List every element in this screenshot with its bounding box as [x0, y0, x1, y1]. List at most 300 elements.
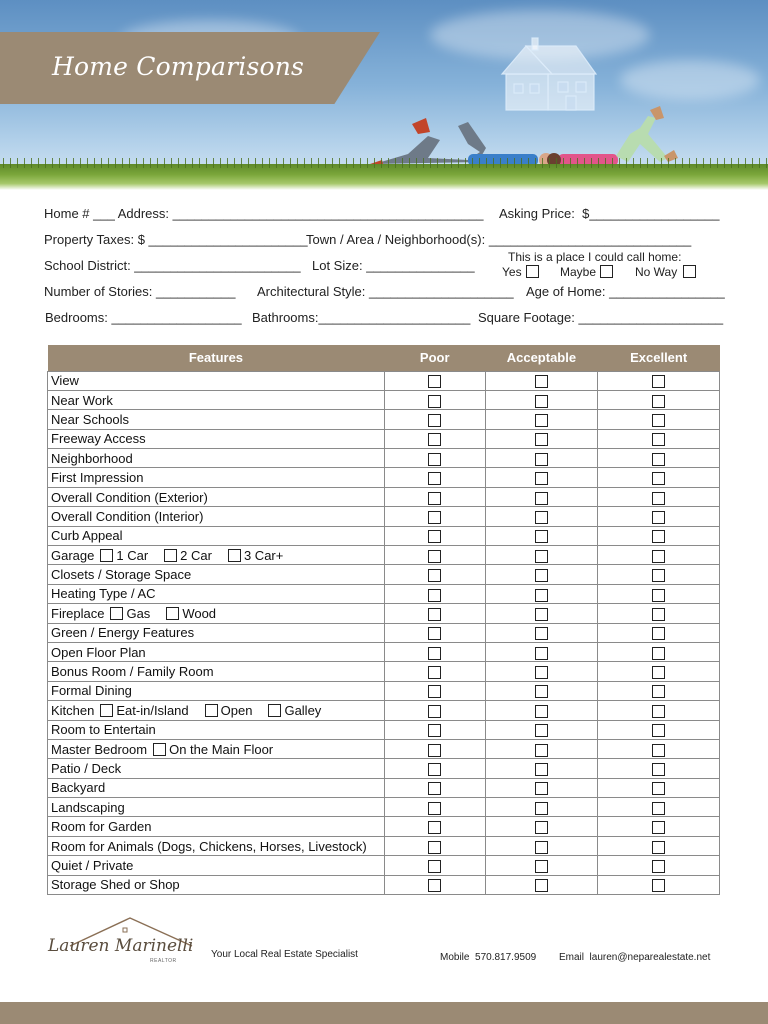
poor-cell [384, 623, 485, 642]
feature-label: View [51, 373, 79, 389]
table-row [48, 390, 720, 409]
poor-cell [384, 507, 485, 526]
excellent-cell [598, 759, 720, 778]
excellent-checkbox[interactable] [652, 395, 665, 408]
poor-cell [384, 565, 485, 584]
poor-checkbox[interactable] [428, 608, 441, 621]
realtor-logo [46, 912, 196, 972]
table-row [48, 739, 720, 758]
poor-checkbox[interactable] [428, 589, 441, 602]
option-label: Eat-in/Island [116, 702, 189, 718]
poor-cell [384, 681, 485, 700]
table-row [48, 565, 720, 584]
school-district-field[interactable]: School District: _______________________ [44, 258, 301, 273]
excellent-cell [598, 487, 720, 506]
feature-label: First Impression [51, 470, 144, 486]
table-row [48, 371, 720, 390]
excellent-checkbox[interactable] [652, 569, 665, 582]
table-row [48, 468, 720, 487]
acceptable-checkbox[interactable] [535, 550, 548, 563]
feature-label: Fireplace [51, 605, 105, 621]
option-checkbox[interactable] [205, 704, 218, 717]
feature-label: Freeway Access [51, 431, 146, 447]
acceptable-checkbox[interactable] [535, 492, 548, 505]
poor-cell [384, 526, 485, 545]
property-taxes-field[interactable]: Property Taxes: $ ______________________ [44, 232, 308, 247]
table-row [48, 487, 720, 506]
acceptable-cell [485, 681, 598, 700]
excellent-cell [598, 856, 720, 875]
acceptable-cell [485, 526, 598, 545]
option-label: Gas [126, 605, 151, 621]
feature-cell [48, 371, 385, 390]
feature-cell [48, 507, 385, 526]
poor-checkbox[interactable] [428, 472, 441, 485]
excellent-checkbox[interactable] [652, 724, 665, 737]
feature-option [110, 606, 160, 621]
acceptable-checkbox[interactable] [535, 782, 548, 795]
acceptable-checkbox[interactable] [535, 744, 548, 757]
table-row [48, 662, 720, 681]
property-info-section [44, 204, 734, 334]
excellent-checkbox[interactable] [652, 589, 665, 602]
excellent-checkbox[interactable] [652, 666, 665, 679]
poor-cell [384, 584, 485, 603]
acceptable-checkbox[interactable] [535, 821, 548, 834]
feature-label: Quiet / Private [51, 857, 134, 873]
feature-cell [48, 681, 385, 700]
excellent-checkbox[interactable] [652, 550, 665, 563]
excellent-checkbox[interactable] [652, 530, 665, 543]
feature-label: Room for Garden [51, 819, 152, 835]
acceptable-checkbox[interactable] [535, 530, 548, 543]
excellent-cell [598, 778, 720, 797]
feature-label: Curb Appeal [51, 528, 123, 544]
poor-cell [384, 778, 485, 797]
acceptable-checkbox[interactable] [535, 685, 548, 698]
feature-cell [48, 817, 385, 836]
feature-cell [48, 642, 385, 661]
poor-checkbox[interactable] [428, 647, 441, 660]
acceptable-cell [485, 662, 598, 681]
feature-label: Room to Entertain [51, 722, 156, 738]
header-banner [0, 0, 768, 190]
lot-size-field[interactable]: Lot Size: _______________ [312, 258, 475, 273]
town-area-field[interactable]: Town / Area / Neighborhood(s): ____________________________ [306, 232, 692, 247]
feature-cell [48, 778, 385, 797]
acceptable-checkbox[interactable] [535, 395, 548, 408]
poor-checkbox[interactable] [428, 782, 441, 795]
feature-cell [48, 449, 385, 468]
excellent-cell [598, 584, 720, 603]
table-row [48, 720, 720, 739]
no-way-checkbox[interactable] [683, 265, 696, 278]
excellent-checkbox[interactable] [652, 492, 665, 505]
poor-checkbox[interactable] [428, 685, 441, 698]
table-row [48, 526, 720, 545]
acceptable-checkbox[interactable] [535, 802, 548, 815]
excellent-checkbox[interactable] [652, 782, 665, 795]
excellent-cell [598, 798, 720, 817]
option-checkbox[interactable] [166, 607, 179, 620]
acceptable-checkbox[interactable] [535, 569, 548, 582]
table-row [48, 449, 720, 468]
feature-option [153, 742, 283, 757]
poor-checkbox[interactable] [428, 530, 441, 543]
bottom-bar [0, 1002, 768, 1024]
acceptable-checkbox[interactable] [535, 511, 548, 524]
excellent-cell [598, 449, 720, 468]
home-address-field[interactable]: Home # ___ Address: ___________________________________________ [44, 206, 484, 221]
feature-label: Backyard [51, 780, 106, 796]
feature-label: Green / Energy Features [51, 625, 195, 641]
feature-label: Patio / Deck [51, 761, 122, 776]
poor-checkbox[interactable] [428, 453, 441, 466]
acceptable-cell [485, 507, 598, 526]
excellent-checkbox[interactable] [652, 705, 665, 718]
acceptable-cell [485, 778, 598, 797]
excellent-checkbox[interactable] [652, 802, 665, 815]
acceptable-checkbox[interactable] [535, 433, 548, 446]
table-row [48, 507, 720, 526]
feature-label: Kitchen [51, 702, 95, 718]
poor-cell [384, 759, 485, 778]
feature-option [100, 703, 198, 718]
page-title: Home Comparisons [52, 52, 305, 81]
poor-cell [384, 449, 485, 468]
feature-label: Overall Condition (Interior) [51, 508, 204, 524]
table-row [48, 546, 720, 565]
feature-option [100, 548, 158, 563]
feature-cell [48, 487, 385, 506]
option-label: 1 Car [116, 547, 149, 563]
table-row [48, 836, 720, 855]
acceptable-checkbox[interactable] [535, 705, 548, 718]
acceptable-cell [485, 817, 598, 836]
feature-cell [48, 875, 385, 894]
feature-option [166, 606, 226, 621]
acceptable-checkbox[interactable] [535, 860, 548, 873]
excellent-checkbox[interactable] [652, 453, 665, 466]
acceptable-cell [485, 720, 598, 739]
cloud [620, 60, 760, 100]
acceptable-cell [485, 410, 598, 429]
acceptable-cell [485, 604, 598, 623]
option-label: Galley [284, 702, 322, 718]
feature-label: Storage Shed or Shop [51, 877, 180, 893]
feature-cell [48, 526, 385, 545]
excellent-cell [598, 701, 720, 720]
feature-label: Closets / Storage Space [51, 567, 192, 583]
architectural-style-field[interactable]: Architectural Style: ____________________ [257, 284, 514, 299]
poor-checkbox[interactable] [428, 395, 441, 408]
acceptable-checkbox[interactable] [535, 472, 548, 485]
poor-cell [384, 856, 485, 875]
poor-cell [384, 798, 485, 817]
acceptable-header: Acceptable [485, 345, 598, 371]
age-of-home-field[interactable]: Age of Home: ________________ [526, 284, 725, 299]
table-row [48, 623, 720, 642]
poor-cell [384, 604, 485, 623]
poor-checkbox[interactable] [428, 821, 441, 834]
excellent-cell [598, 507, 720, 526]
excellent-checkbox[interactable] [652, 879, 665, 892]
poor-cell [384, 642, 485, 661]
excellent-cell [598, 875, 720, 894]
excellent-checkbox[interactable] [652, 414, 665, 427]
poor-cell [384, 662, 485, 681]
table-row [48, 798, 720, 817]
poor-cell [384, 371, 485, 390]
excellent-cell [598, 410, 720, 429]
feature-cell [48, 429, 385, 448]
feature-cell [48, 836, 385, 855]
acceptable-checkbox[interactable] [535, 841, 548, 854]
logo-realtor-mark: REALTOR [150, 958, 177, 964]
acceptable-checkbox[interactable] [535, 879, 548, 892]
acceptable-cell [485, 429, 598, 448]
poor-cell [384, 487, 485, 506]
option-label: Open [220, 702, 253, 718]
excellent-checkbox[interactable] [652, 375, 665, 388]
feature-label: Landscaping [51, 799, 125, 815]
acceptable-checkbox[interactable] [535, 627, 548, 640]
acceptable-cell [485, 468, 598, 487]
table-row [48, 817, 720, 836]
option-label: Wood [182, 605, 217, 621]
acceptable-checkbox[interactable] [535, 608, 548, 621]
feature-cell [48, 390, 385, 409]
table-row [48, 681, 720, 700]
bathrooms-field[interactable]: Bathrooms:_____________________ [252, 310, 471, 325]
excellent-cell [598, 526, 720, 545]
acceptable-checkbox[interactable] [535, 763, 548, 776]
acceptable-cell [485, 798, 598, 817]
poor-checkbox[interactable] [428, 666, 441, 679]
poor-checkbox[interactable] [428, 433, 441, 446]
excellent-cell [598, 739, 720, 758]
feature-cell [48, 759, 385, 778]
option-label: 2 Car [180, 547, 212, 563]
feature-cell [48, 798, 385, 817]
poor-checkbox[interactable] [428, 414, 441, 427]
excellent-cell [598, 817, 720, 836]
poor-cell [384, 875, 485, 894]
poor-cell [384, 739, 485, 758]
feature-cell [48, 584, 385, 603]
acceptable-cell [485, 546, 598, 565]
acceptable-cell [485, 739, 598, 758]
feature-label: Overall Condition (Exterior) [51, 489, 208, 505]
excellent-checkbox[interactable] [652, 627, 665, 640]
feature-option [228, 548, 293, 563]
feature-option [205, 703, 263, 718]
table-body [48, 371, 720, 895]
feature-label: Near Schools [51, 411, 130, 427]
feature-cell [48, 662, 385, 681]
table-row [48, 701, 720, 720]
table-row [48, 410, 720, 429]
feature-cell [48, 856, 385, 875]
poor-cell [384, 429, 485, 448]
feature-option [164, 548, 222, 563]
poor-cell [384, 817, 485, 836]
feature-label: Neighborhood [51, 450, 133, 466]
call-home-title: This is a place I could call home: [508, 250, 682, 264]
option-checkbox[interactable] [110, 607, 123, 620]
feature-cell [48, 604, 385, 623]
acceptable-checkbox[interactable] [535, 647, 548, 660]
feature-cell [48, 410, 385, 429]
excellent-cell [598, 546, 720, 565]
number-of-stories-field[interactable]: Number of Stories: ___________ [44, 284, 236, 299]
table-row [48, 584, 720, 603]
table-row [48, 429, 720, 448]
acceptable-cell [485, 759, 598, 778]
acceptable-cell [485, 836, 598, 855]
acceptable-cell [485, 390, 598, 409]
acceptable-checkbox[interactable] [535, 724, 548, 737]
poor-checkbox[interactable] [428, 724, 441, 737]
excellent-cell [598, 429, 720, 448]
excellent-cell [598, 468, 720, 487]
feature-label: Open Floor Plan [51, 644, 146, 660]
features-table [47, 345, 720, 895]
feature-cell [48, 720, 385, 739]
maybe-checkbox[interactable] [600, 265, 613, 278]
poor-checkbox[interactable] [428, 492, 441, 505]
asking-price-field[interactable]: Asking Price: $__________________ [499, 206, 720, 221]
poor-checkbox[interactable] [428, 375, 441, 388]
poor-checkbox[interactable] [428, 627, 441, 640]
table-row [48, 778, 720, 797]
poor-cell [384, 701, 485, 720]
feature-label: Master Bedroom [51, 741, 148, 757]
excellent-checkbox[interactable] [652, 763, 665, 776]
acceptable-checkbox[interactable] [535, 666, 548, 679]
excellent-cell [598, 681, 720, 700]
option-checkbox[interactable] [268, 704, 281, 717]
acceptable-cell [485, 856, 598, 875]
excellent-checkbox[interactable] [652, 860, 665, 873]
square-footage-field[interactable]: Square Footage: ____________________ [478, 310, 724, 325]
feature-cell [48, 623, 385, 642]
acceptable-cell [485, 701, 598, 720]
poor-cell [384, 410, 485, 429]
excellent-checkbox[interactable] [652, 511, 665, 524]
bedrooms-field[interactable]: Bedrooms: __________________ [45, 310, 242, 325]
table-row [48, 759, 720, 778]
poor-checkbox[interactable] [428, 744, 441, 757]
excellent-cell [598, 604, 720, 623]
feature-label: Room for Animals (Dogs, Chickens, Horses, Livestock) [51, 838, 367, 854]
acceptable-cell [485, 584, 598, 603]
poor-checkbox[interactable] [428, 860, 441, 873]
no-way-label: No Way [635, 265, 678, 279]
maybe-label: Maybe [560, 265, 597, 279]
table-header-row [48, 345, 720, 371]
table-row [48, 875, 720, 894]
acceptable-checkbox[interactable] [535, 414, 548, 427]
poor-checkbox[interactable] [428, 569, 441, 582]
excellent-cell [598, 390, 720, 409]
excellent-header: Excellent [598, 345, 720, 371]
excellent-cell [598, 371, 720, 390]
poor-checkbox[interactable] [428, 802, 441, 815]
poor-cell [384, 390, 485, 409]
feature-label: Heating Type / AC [51, 586, 156, 602]
excellent-checkbox[interactable] [652, 744, 665, 757]
excellent-cell [598, 623, 720, 642]
acceptable-checkbox[interactable] [535, 375, 548, 388]
poor-checkbox[interactable] [428, 511, 441, 524]
table-row [48, 604, 720, 623]
excellent-checkbox[interactable] [652, 472, 665, 485]
feature-cell [48, 546, 385, 565]
poor-cell [384, 836, 485, 855]
acceptable-checkbox[interactable] [535, 453, 548, 466]
grass-strip [0, 164, 768, 190]
yes-checkbox[interactable] [526, 265, 539, 278]
feature-cell [48, 565, 385, 584]
feature-option [268, 703, 331, 718]
poor-checkbox[interactable] [428, 879, 441, 892]
poor-checkbox[interactable] [428, 841, 441, 854]
acceptable-cell [485, 623, 598, 642]
option-checkbox[interactable] [100, 704, 113, 717]
option-checkbox[interactable] [228, 549, 241, 562]
excellent-checkbox[interactable] [652, 433, 665, 446]
feature-cell [48, 468, 385, 487]
features-header: Features [48, 345, 385, 371]
excellent-checkbox[interactable] [652, 647, 665, 660]
table-row [48, 642, 720, 661]
excellent-cell [598, 565, 720, 584]
acceptable-checkbox[interactable] [535, 589, 548, 602]
feature-cell [48, 739, 385, 758]
option-label: On the Main Floor [169, 741, 274, 757]
excellent-checkbox[interactable] [652, 821, 665, 834]
feature-label: Bonus Room / Family Room [51, 664, 214, 680]
excellent-checkbox[interactable] [652, 841, 665, 854]
poor-checkbox[interactable] [428, 550, 441, 563]
acceptable-cell [485, 565, 598, 584]
logo-name: Lauren Marinelli [48, 936, 194, 956]
option-checkbox[interactable] [164, 549, 177, 562]
excellent-checkbox[interactable] [652, 608, 665, 621]
email-address: Email lauren@neparealestate.net [559, 952, 711, 963]
poor-cell [384, 720, 485, 739]
excellent-cell [598, 642, 720, 661]
acceptable-cell [485, 487, 598, 506]
excellent-cell [598, 836, 720, 855]
feature-label: Near Work [51, 392, 113, 408]
yes-label: Yes [502, 265, 522, 279]
poor-checkbox[interactable] [428, 705, 441, 718]
poor-cell [384, 468, 485, 487]
tagline: Your Local Real Estate Specialist [211, 949, 358, 960]
acceptable-cell [485, 449, 598, 468]
acceptable-cell [485, 371, 598, 390]
option-checkbox[interactable] [100, 549, 113, 562]
mobile-phone: Mobile 570.817.9509 [440, 952, 537, 963]
option-checkbox[interactable] [153, 743, 166, 756]
poor-header: Poor [384, 345, 485, 371]
poor-checkbox[interactable] [428, 763, 441, 776]
acceptable-cell [485, 642, 598, 661]
excellent-checkbox[interactable] [652, 685, 665, 698]
feature-label: Garage [51, 547, 95, 563]
